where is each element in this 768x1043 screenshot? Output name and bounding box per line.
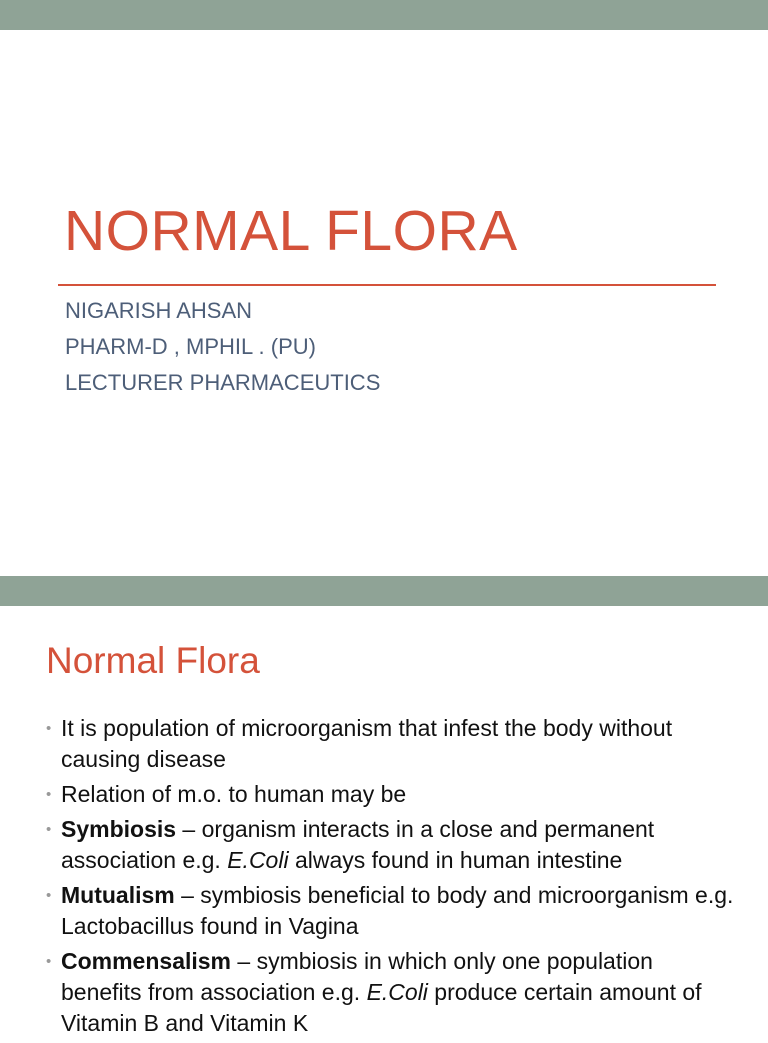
bullet-text: – symbiosis in which only one population benefits from association e.g. bbox=[61, 948, 653, 1005]
bullet-emphasis: E.Coli bbox=[227, 847, 289, 873]
bullet-term: Commensalism bbox=[61, 948, 232, 974]
slide-header-bar bbox=[0, 0, 768, 30]
bullet-item-commensalism bbox=[46, 946, 736, 1039]
bullet-text: – organism interacts in a close and permanent association e.g. bbox=[61, 816, 655, 873]
bullet-item-definition bbox=[46, 713, 736, 775]
bullet-dot-icon: • bbox=[46, 720, 52, 737]
bullet-text: – symbiosis beneficial to body and microorganism e.g. Lactobacillus found in Vagina bbox=[61, 882, 734, 939]
bullet-term: Symbiosis bbox=[61, 816, 177, 842]
bullet-text: always found in human intestine bbox=[288, 847, 623, 873]
slide-header-bar bbox=[0, 576, 768, 606]
bullet-list bbox=[46, 713, 736, 1043]
bullet-term: Mutualism bbox=[61, 882, 175, 908]
bullet-dot-icon: • bbox=[46, 953, 52, 970]
bullet-dot-icon: • bbox=[46, 887, 52, 904]
author-position: LECTURER PHARMACEUTICS bbox=[65, 370, 381, 395]
bullet-dot-icon: • bbox=[46, 821, 52, 838]
author-degrees: PHARM-D , MPHIL . (PU) bbox=[65, 334, 316, 359]
title-divider bbox=[58, 284, 716, 286]
author-name: NIGARISH AHSAN bbox=[65, 298, 253, 323]
bullet-item-symbiosis bbox=[46, 814, 736, 876]
bullet-dot-icon: • bbox=[46, 786, 52, 803]
bullet-text: Relation of m.o. to human may be bbox=[61, 781, 407, 807]
bullet-emphasis: E.Coli bbox=[366, 979, 428, 1005]
content-heading: Normal Flora bbox=[46, 640, 260, 681]
bullet-item-mutualism bbox=[46, 880, 736, 942]
bullet-text: produce certain amount of Vitamin B and Vitamin K bbox=[61, 979, 702, 1036]
bullet-item-relation bbox=[46, 779, 736, 810]
slide-title: NORMAL FLORA bbox=[64, 199, 518, 263]
bullet-text: It is population of microorganism that infest the body without causing disease bbox=[61, 715, 673, 772]
